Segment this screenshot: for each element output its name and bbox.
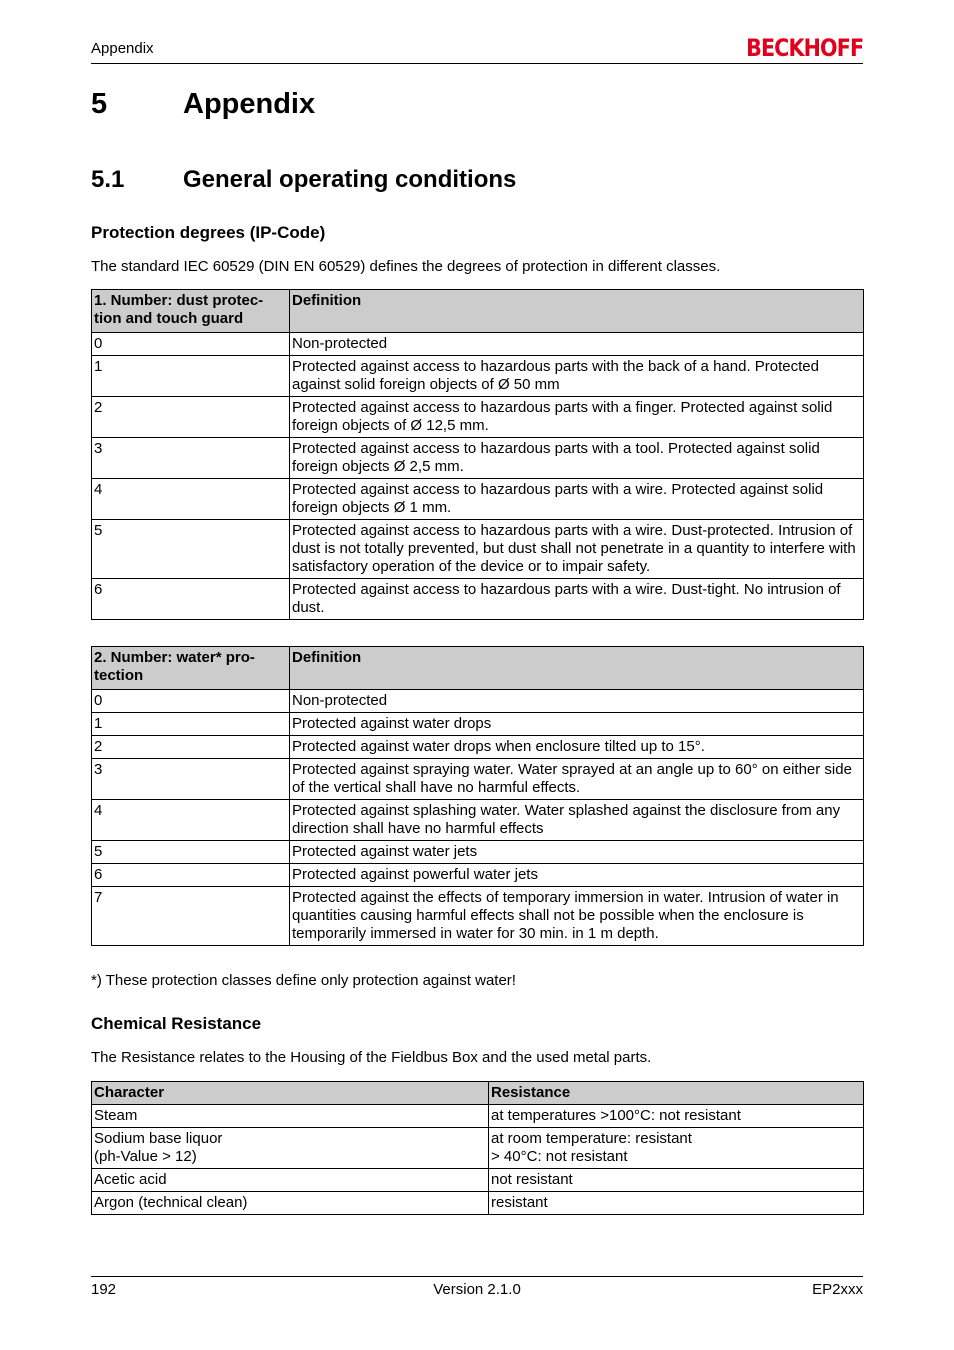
table-cell: Protected against access to hazardous parts with a tool. Protected against solid foreign objects Ø 2,5 mm. <box>290 438 864 479</box>
table-row <box>92 579 864 620</box>
column-header: Resistance <box>489 1082 864 1105</box>
table-cell: at room temperature: resistant > 40°C: not resistant <box>489 1128 864 1169</box>
column-header: Definition <box>290 647 864 690</box>
table-row <box>92 887 864 946</box>
chemical-resistance-table <box>91 1081 864 1215</box>
table-row <box>92 800 864 841</box>
table-cell: 2 <box>92 397 290 438</box>
table-cell: 2 <box>92 736 290 759</box>
chemical-intro: The Resistance relates to the Housing of the Fieldbus Box and the used metal parts. <box>91 1049 652 1066</box>
table-row <box>92 356 864 397</box>
table-cell: resistant <box>489 1192 864 1215</box>
table-cell: Protected against splashing water. Water splashed against the disclosure from any direction shall have no harmful effects <box>290 800 864 841</box>
column-header: Character <box>92 1082 489 1105</box>
table-cell: Sodium base liquor (ph-Value > 12) <box>92 1128 489 1169</box>
table-header-row <box>92 1082 864 1105</box>
table-cell: not resistant <box>489 1169 864 1192</box>
table-cell: 6 <box>92 579 290 620</box>
table-cell: 0 <box>92 333 290 356</box>
table-cell: 0 <box>92 690 290 713</box>
page-number: 192 <box>91 1281 117 1298</box>
table-cell: Protected against water drops when enclosure tilted up to 15°. <box>290 736 864 759</box>
table-row <box>92 864 864 887</box>
table-row <box>92 333 864 356</box>
table-cell: at temperatures >100°C: not resistant <box>489 1105 864 1128</box>
table-header-row <box>92 290 864 333</box>
table-cell: 1 <box>92 356 290 397</box>
chapter-number: 5 <box>91 88 108 120</box>
protection-intro: The standard IEC 60529 (DIN EN 60529) defines the degrees of protection in different classes. <box>91 258 721 275</box>
table-cell: Protected against access to hazardous parts with a finger. Protected against solid foreign objects of Ø 12,5 mm. <box>290 397 864 438</box>
table-row <box>92 438 864 479</box>
footer-divider <box>91 1276 863 1277</box>
table-cell: 6 <box>92 864 290 887</box>
beckhoff-logo: BECKHOFF <box>745 34 863 62</box>
table-row <box>92 713 864 736</box>
table-cell: 4 <box>92 800 290 841</box>
table-row <box>92 479 864 520</box>
table-row <box>92 841 864 864</box>
section-title: General operating conditions <box>183 166 517 193</box>
document-version: Version 2.1.0 <box>433 1281 521 1298</box>
column-header: 1. Number: dust protec- tion and touch guard <box>92 290 290 333</box>
table-cell: 5 <box>92 520 290 579</box>
table-cell: Protected against access to hazardous parts with a wire. Protected against solid foreign objects Ø 1 mm. <box>290 479 864 520</box>
table-cell: 3 <box>92 438 290 479</box>
table-cell: Protected against water jets <box>290 841 864 864</box>
product-name: EP2xxx <box>812 1281 863 1298</box>
table-cell: Protected against water drops <box>290 713 864 736</box>
table-cell: Argon (technical clean) <box>92 1192 489 1215</box>
table-row <box>92 1128 864 1169</box>
table-row <box>92 1169 864 1192</box>
table-header-row <box>92 647 864 690</box>
table-cell: Protected against spraying water. Water sprayed at an angle up to 60° on either side of the vertical shall have no harmful effects. <box>290 759 864 800</box>
table-cell: Non-protected <box>290 333 864 356</box>
column-header: 2. Number: water* pro- tection <box>92 647 290 690</box>
table-row <box>92 520 864 579</box>
table-cell: 3 <box>92 759 290 800</box>
table-cell: Protected against the effects of temporary immersion in water. Intrusion of water in quantities causing harmful effects shall not be possible when the enclosure is temporarily immersed in water for 30 min. in 1 m depth. <box>290 887 864 946</box>
protection-heading: Protection degrees (IP-Code) <box>91 223 326 242</box>
table-cell: Protected against access to hazardous parts with a wire. Dust-tight. No intrusion of dust. <box>290 579 864 620</box>
running-header: Appendix <box>91 40 154 57</box>
section-number: 5.1 <box>91 166 125 193</box>
table-cell: Protected against access to hazardous parts with the back of a hand. Protected against solid foreign objects of Ø 50 mm <box>290 356 864 397</box>
water-protection-table <box>91 646 864 946</box>
table-cell: Non-protected <box>290 690 864 713</box>
table-cell: Steam <box>92 1105 489 1128</box>
chapter-heading <box>91 88 315 121</box>
table-cell: 4 <box>92 479 290 520</box>
water-footnote: *) These protection classes define only protection against water! <box>91 972 516 989</box>
table-row <box>92 1192 864 1215</box>
table-cell: 1 <box>92 713 290 736</box>
table-row <box>92 397 864 438</box>
table-row <box>92 736 864 759</box>
table-cell: 5 <box>92 841 290 864</box>
table-row <box>92 1105 864 1128</box>
table-cell: Acetic acid <box>92 1169 489 1192</box>
table-row <box>92 690 864 713</box>
section-heading <box>91 166 516 194</box>
dust-protection-table <box>91 289 864 620</box>
table-cell: 7 <box>92 887 290 946</box>
table-cell: Protected against powerful water jets <box>290 864 864 887</box>
chapter-title: Appendix <box>183 88 316 120</box>
table-cell: Protected against access to hazardous parts with a wire. Dust-protected. Intrusion of dust is not totally prevented, but dust shall not penetrate in a quantity to interfere with satisfactory operation of the device or to impair safety. <box>290 520 864 579</box>
chemical-heading: Chemical Resistance <box>91 1014 262 1033</box>
column-header: Definition <box>290 290 864 333</box>
header-divider <box>91 63 863 64</box>
table-row <box>92 759 864 800</box>
